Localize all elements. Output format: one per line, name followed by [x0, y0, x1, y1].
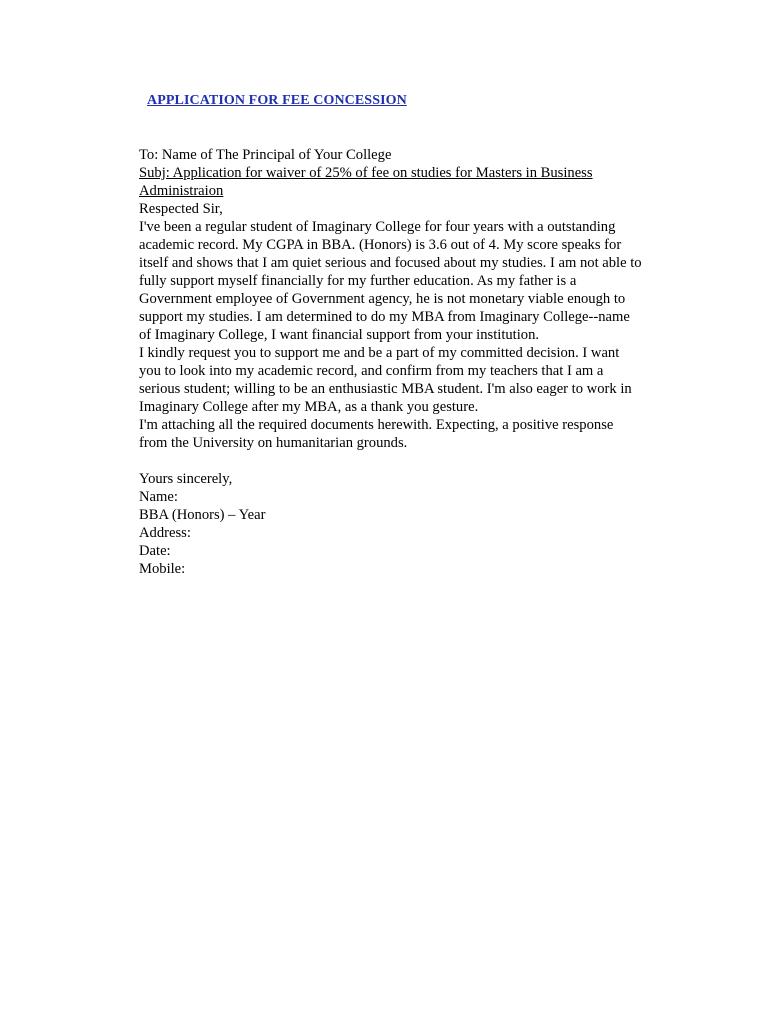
- body-line: itself and shows that I am quiet serious and focused about my studies. I am not able to: [139, 255, 642, 271]
- body-line: Imaginary College after my MBA, as a thank you gesture.: [139, 399, 479, 415]
- body-line: support my studies. I am determined to do my MBA from Imaginary College--name: [139, 309, 630, 325]
- signature-mobile-field: Mobile:: [139, 561, 186, 577]
- body-line: I'm attaching all the required documents herewith. Expecting, a positive response: [139, 417, 614, 433]
- subject-line-2: Administraion: [139, 183, 224, 199]
- body-line: of Imaginary College, I want financial support from your institution.: [139, 327, 540, 343]
- body-line: I kindly request you to support me and be a part of my committed decision. I want: [139, 345, 620, 361]
- body-line: you to look into my academic record, and confirm from my teachers that I am a: [139, 363, 604, 379]
- subject-line-1: Subj: Application for waiver of 25% of fee on studies for Masters in Business: [139, 165, 593, 181]
- salutation: Respected Sir,: [139, 201, 223, 217]
- body-line: fully support myself financially for my further education. As my father is a: [139, 273, 577, 289]
- body-line: serious student; willing to be an enthusiastic MBA student. I'm also eager to work in: [139, 381, 632, 397]
- signature-date-field: Date:: [139, 543, 171, 559]
- signature-degree-field: BBA (Honors) – Year: [139, 507, 266, 523]
- signature-name-field: Name:: [139, 489, 178, 505]
- letter-body: [139, 146, 679, 578]
- body-line: from the University on humanitarian grounds.: [139, 435, 408, 451]
- document-title: APPLICATION FOR FEE CONCESSION: [147, 93, 407, 108]
- body-line: Government employee of Government agency, he is not monetary viable enough to: [139, 291, 626, 307]
- closing: Yours sincerely,: [139, 471, 233, 487]
- body-line: academic record. My CGPA in BBA. (Honors) is 3.6 out of 4. My score speaks for: [139, 237, 622, 253]
- body-line: I've been a regular student of Imaginary College for four years with a outstanding: [139, 219, 616, 235]
- to-line: To: Name of The Principal of Your College: [139, 147, 392, 163]
- signature-address-field: Address:: [139, 525, 191, 541]
- paragraph-gap: [139, 452, 679, 470]
